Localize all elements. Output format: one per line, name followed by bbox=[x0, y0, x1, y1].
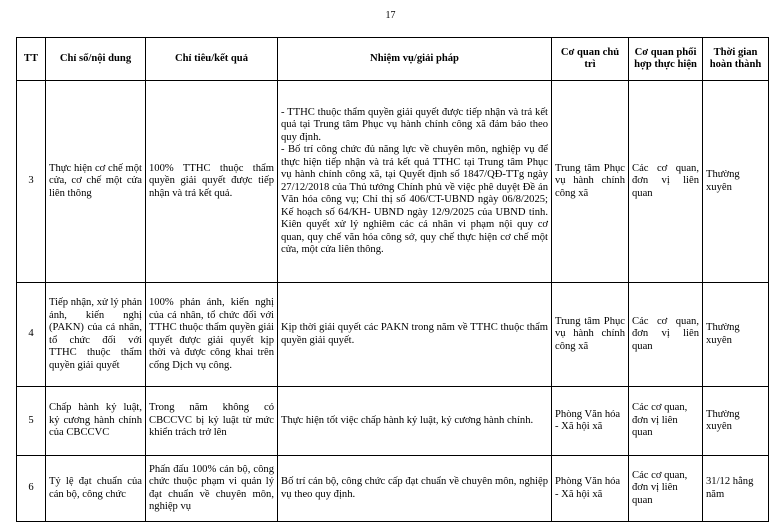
cell-indicator: Tỷ lệ đạt chuẩn của cán bộ, công chức bbox=[46, 456, 146, 522]
cell-task: Bố trí cán bộ, công chức cấp đạt chuẩn về chuyên môn, nghiệp vụ theo quy định. bbox=[278, 456, 552, 522]
table-row bbox=[17, 283, 769, 387]
table-header-row bbox=[17, 38, 769, 81]
cell-tt: 5 bbox=[17, 387, 46, 456]
cell-indicator: Chấp hành kỷ luật, kỷ cương hành chính của CBCCVC bbox=[46, 387, 146, 456]
cell-deadline: 31/12 hằng năm bbox=[703, 456, 769, 522]
cell-task: - TTHC thuộc thẩm quyền giải quyết được tiếp nhận và trả kết quả tại Trung tâm Phục vụ hành chính công xã đảm bảo theo quy định. - Bố trí công chức đủ năng lực về chuyên môn, nghiệp vụ để thực hiện tiếp nhận và trả kết quả TTHC tại Trung tâm Phục vụ hành chính công xã, tại Quyết định số 1847/QĐ-TTg ngày 27/12/2018 của Thủ tướng Chính phủ về việc phê duyệt Đề án Văn hóa công vụ; Chỉ thị số 406/CT-UBND ngày 06/8/2025; Kế hoạch số 64/KH- UBND ngày 12/9/2025 của UBND tỉnh. Kiên quyết xử lý nghiêm các cá nhân vi phạm nội quy cơ quan, quy chế văn hóa công sở, quy chế thực hiện cơ chế một cửa, một cửa liên thông. bbox=[278, 81, 552, 283]
cell-deadline: Thường xuyên bbox=[703, 81, 769, 283]
cell-coordinating-agency: Các cơ quan, đơn vị liên quan bbox=[629, 456, 703, 522]
cell-task: Thực hiện tốt việc chấp hành kỷ luật, kỷ cương hành chính. bbox=[278, 387, 552, 456]
cell-lead-agency: Trung tâm Phục vụ hành chính công xã bbox=[552, 283, 629, 387]
header-lead-agency: Cơ quan chủ trì bbox=[552, 38, 629, 81]
header-tt: TT bbox=[17, 38, 46, 81]
cell-tt: 4 bbox=[17, 283, 46, 387]
cell-tt: 6 bbox=[17, 456, 46, 522]
cell-task: Kịp thời giải quyết các PAKN trong năm về TTHC thuộc thẩm quyền giải quyết. bbox=[278, 283, 552, 387]
cell-target: 100% TTHC thuộc thẩm quyền giải quyết được tiếp nhận và trả kết quả. bbox=[146, 81, 278, 283]
plan-table bbox=[16, 37, 769, 522]
cell-lead-agency: Phòng Văn hóa - Xã hội xã bbox=[552, 387, 629, 456]
cell-deadline: Thường xuyên bbox=[703, 283, 769, 387]
header-task: Nhiệm vụ/giải pháp bbox=[278, 38, 552, 81]
page-number: 17 bbox=[385, 10, 396, 21]
cell-lead-agency: Phòng Văn hóa - Xã hội xã bbox=[552, 456, 629, 522]
header-coordinating-agency: Cơ quan phối hợp thực hiện bbox=[629, 38, 703, 81]
table-row bbox=[17, 456, 769, 522]
cell-target: 100% phản ánh, kiến nghị của cá nhân, tổ chức đối với TTHC thuộc thẩm quyền giải quyết được giải quyết kịp thời và được công khai trên cổng Dịch vụ công. bbox=[146, 283, 278, 387]
table-row bbox=[17, 81, 769, 283]
cell-target: Trong năm không có CBCCVC bị kỷ luật từ mức khiển trách trở lên bbox=[146, 387, 278, 456]
cell-target: Phấn đấu 100% cán bộ, công chức thuộc phạm vi quản lý đạt chuẩn về chuyên môn, nghiệp vụ bbox=[146, 456, 278, 522]
cell-coordinating-agency: Các cơ quan, đơn vị liên quan bbox=[629, 81, 703, 283]
header-target: Chỉ tiêu/kết quả bbox=[146, 38, 278, 81]
cell-indicator: Tiếp nhận, xử lý phản ánh, kiến nghị (PAKN) của cá nhân, tổ chức đối với TTHC thuộc thẩm quyền giải quyết bbox=[46, 283, 146, 387]
cell-lead-agency: Trung tâm Phục vụ hành chính công xã bbox=[552, 81, 629, 283]
header-deadline: Thời gian hoàn thành bbox=[703, 38, 769, 81]
table-row bbox=[17, 387, 769, 456]
cell-coordinating-agency: Các cơ quan, đơn vị liên quan bbox=[629, 387, 703, 456]
cell-coordinating-agency: Các cơ quan, đơn vị liên quan bbox=[629, 283, 703, 387]
header-indicator: Chỉ số/nội dung bbox=[46, 38, 146, 81]
cell-indicator: Thực hiện cơ chế một cửa, cơ chế một cửa liên thông bbox=[46, 81, 146, 283]
cell-tt: 3 bbox=[17, 81, 46, 283]
cell-deadline: Thường xuyên bbox=[703, 387, 769, 456]
